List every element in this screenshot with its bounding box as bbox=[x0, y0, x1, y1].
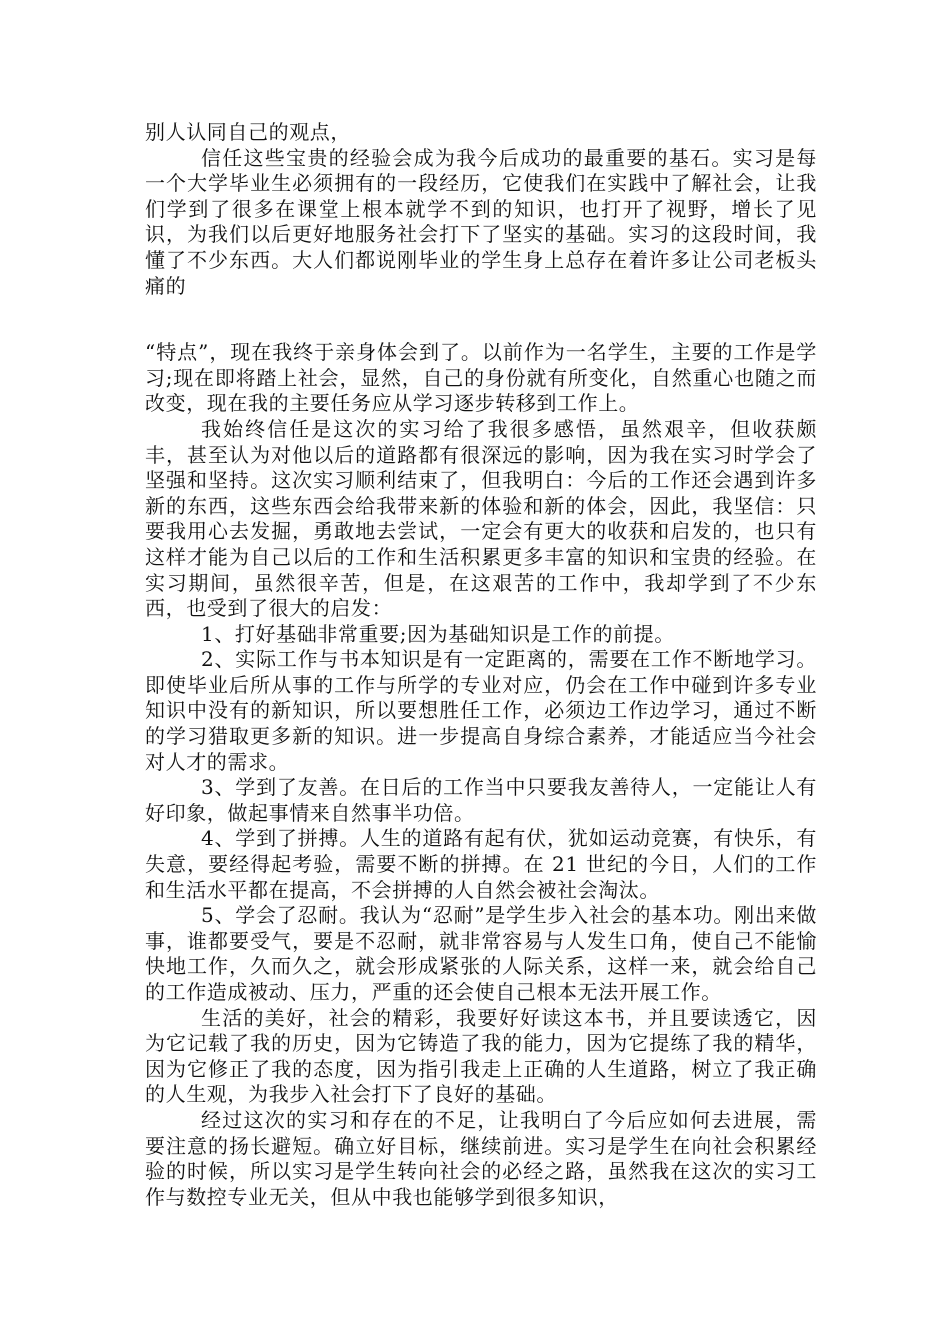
list-item-5: 5、学会了忍耐。我认为“忍耐”是学生步入社会的基本功。刚出来做事，谁都要受气，要是不忍耐，就非常容易与人发生口角，使自己不能愉快地工作，久而久之，就会形成紧张的人际关系，这样一来，就会给自己的工作造成被动、压力，严重的还会使自己根本无法开展工作。 bbox=[145, 903, 817, 1004]
paragraph-gap bbox=[145, 299, 817, 340]
paragraph-5: 生活的美好，社会的精彩，我要好好读这本书，并且要读透它，因为它记载了我的历史，因为它铸造了我的能力，因为它提练了我的精华，因为它修正了我的态度，因为指引我走上正确的人生道路，树立了我正确的人生观，为我步入社会打下了良好的基础。 bbox=[145, 1005, 817, 1107]
paragraph-3: “特点”，现在我终于亲身体会到了。以前作为一名学生，主要的工作是学习;现在即将踏上社会，显然，自己的身份就有所变化，自然重心也随之而改变，现在我的主要任务应从学习逐步转移到工作上。 bbox=[145, 340, 817, 416]
list-item-3: 3、学到了友善。在日后的工作当中只要我友善待人，一定能让人有好印象，做起事情来自然事半功倍。 bbox=[145, 775, 817, 825]
list-item-2: 2、实际工作与书本知识是有一定距离的，需要在工作不断地学习。即使毕业后所从事的工作与所学的专业对应，仍会在工作中碰到许多专业知识中没有的新知识，所以要想胜任工作，必须边工作边学习，通过不断的学习猎取更多新的知识。进一步提高自身综合素养，才能适应当今社会对人才的需求。 bbox=[145, 647, 817, 774]
list-item-1: 1、打好基础非常重要;因为基础知识是工作的前提。 bbox=[201, 621, 675, 646]
paragraph-6: 经过这次的实习和存在的不足，让我明白了今后应如何去进展，需要注意的扬长避短。确立好目标，继续前进。实习是学生在向社会积累经验的时候，所以实习是学生转向社会的必经之路，虽然我在这次的实习工作与数控专业无关，但从中我也能够学到很多知识， bbox=[145, 1107, 817, 1209]
paragraph-1: 别人认同自己的观点， bbox=[145, 120, 351, 144]
document-page bbox=[145, 120, 817, 1210]
paragraph-4: 我始终信任是这次的实习给了我很多感悟，虽然艰辛，但收获颇丰，甚至认为对他以后的道路都有很深远的影响，因为我在实习时学会了坚强和坚持。这次实习顺利结束了，但我明白：今后的工作还会遇到许多新的东西，这些东西会给我带来新的体验和新的体会，因此，我坚信：只要我用心去发掘，勇敢地去尝试，一定会有更大的收获和启发的，也只有这样才能为自己以后的工作和生活积累更多丰富的知识和宝贵的经验。在实习期间，虽然很辛苦，但是，在这艰苦的工作中，我却学到了不少东西，也受到了很大的启发： bbox=[145, 416, 817, 621]
paragraph-2: 信任这些宝贵的经验会成为我今后成功的最重要的基石。实习是每一个大学毕业生必须拥有的一段经历，它使我们在实践中了解社会，让我们学到了很多在课堂上根本就学不到的知识，也打开了视野，增长了见识，为我们以后更好地服务社会打下了坚实的基础。实习的这段时间，我懂了不少东西。大人们都说刚毕业的学生身上总存在着许多让公司老板头痛的 bbox=[145, 145, 817, 298]
list-item-4: 4、学到了拼搏。人生的道路有起有伏，犹如运动竞赛，有快乐，有失意，要经得起考验，需要不断的拼搏。在 21 世纪的今日，人们的工作和生活水平都在提高，不会拼搏的人自然会被社会淘汰。 bbox=[145, 826, 817, 902]
